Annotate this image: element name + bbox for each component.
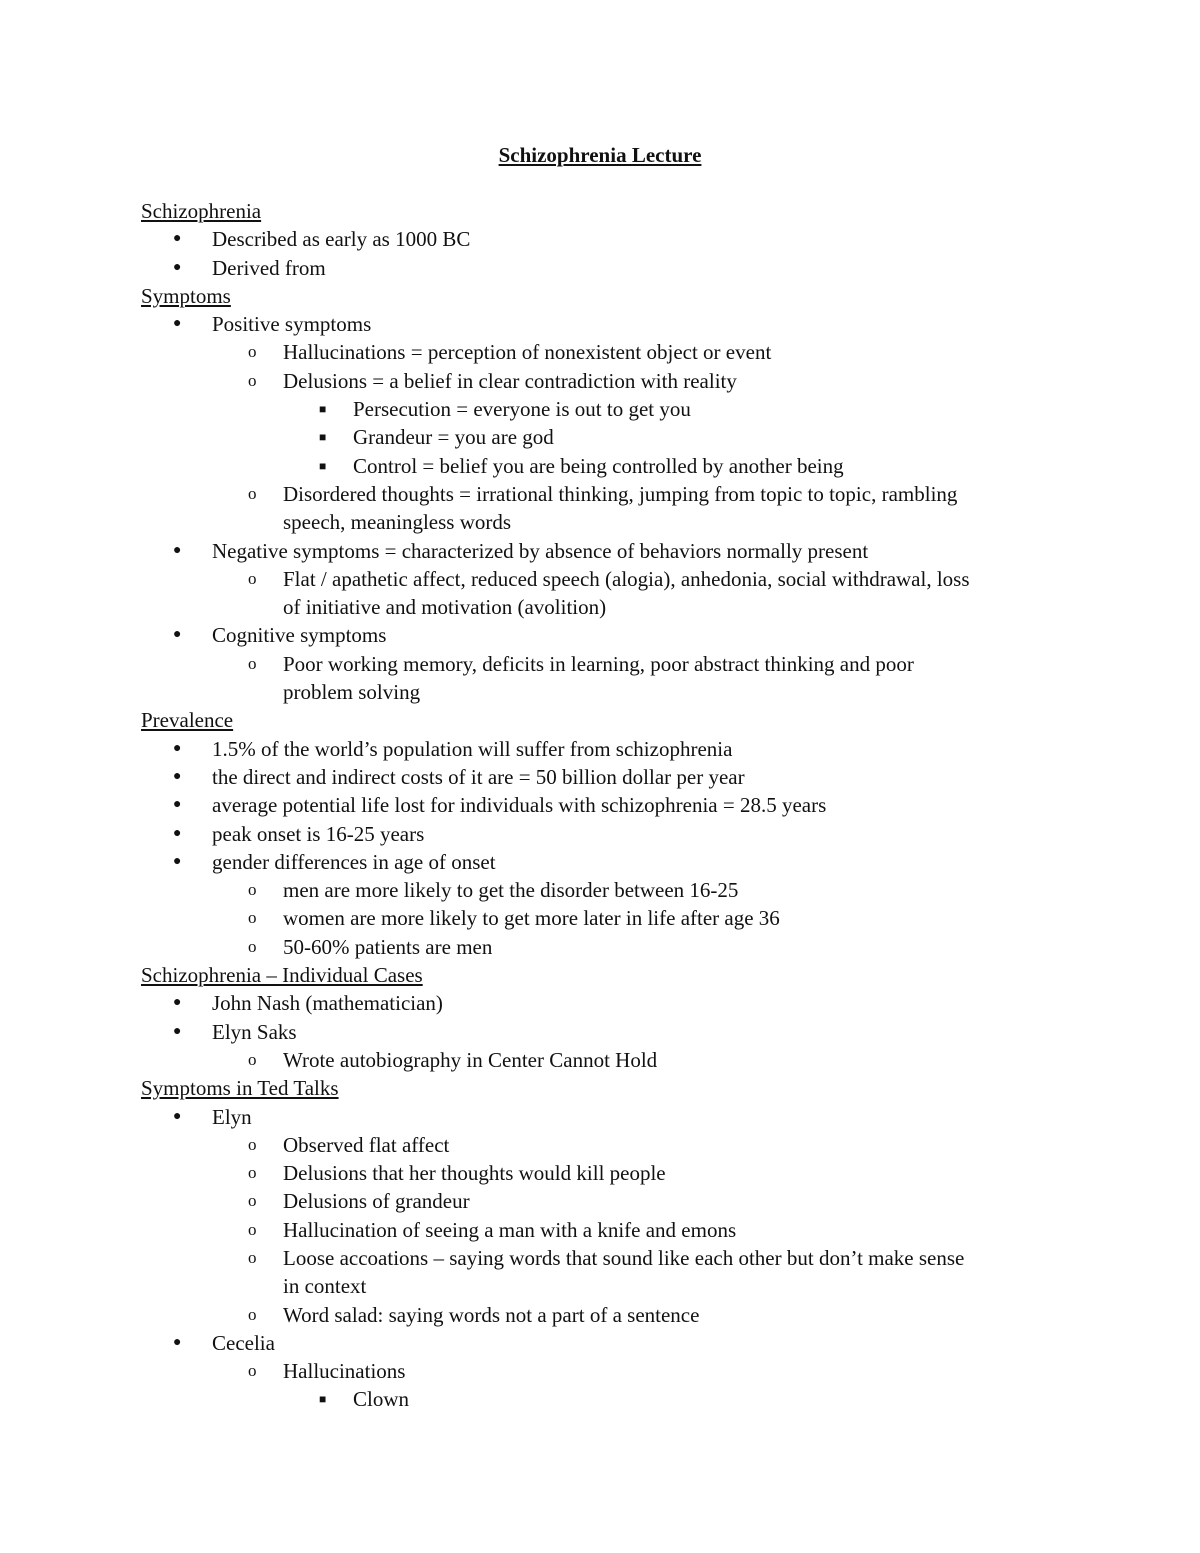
list-item-text: Positive symptoms <box>212 312 372 337</box>
list-item <box>141 225 1061 253</box>
square-marker: ■ <box>319 458 327 473</box>
section-heading-individual-cases: Schizophrenia – Individual Cases <box>141 963 423 988</box>
document-title: Schizophrenia Lecture <box>498 143 702 167</box>
list-item <box>141 1216 1061 1244</box>
bullet-marker: ● <box>173 627 182 643</box>
list-item-text: 1.5% of the world’s population will suffer from schizophrenia <box>212 736 733 761</box>
bullet-marker: ● <box>173 1023 182 1039</box>
bullet-marker: ● <box>173 825 182 841</box>
list-item-text: Flat / apathetic affect, reduced speech (alogia), anhedonia, social withdrawal, loss <box>283 566 970 591</box>
list-item <box>141 452 1061 480</box>
list-item-text: Grandeur = you are god <box>353 425 554 450</box>
list-item <box>141 791 1061 819</box>
list-item <box>141 735 1061 763</box>
list-item <box>141 338 1061 366</box>
list-item <box>141 904 1061 932</box>
list-item-text: Word salad: saying words not a part of a sentence <box>283 1302 700 1327</box>
list-item <box>141 310 1061 338</box>
list-item-text: Poor working memory, deficits in learning, poor abstract thinking and poor <box>283 651 914 676</box>
list-item <box>141 1131 1061 1159</box>
list-item-text: Control = belief you are being controlled by another being <box>353 453 844 478</box>
list-item <box>141 1159 1061 1187</box>
list-item-text: Derived from <box>212 255 326 280</box>
list-item-text: Delusions of grandeur <box>283 1189 470 1214</box>
list-item <box>141 1385 1061 1413</box>
circle-marker: o <box>248 1163 257 1183</box>
bullet-marker: ● <box>173 1334 182 1350</box>
list-item-text: Observed flat affect <box>283 1132 450 1157</box>
list-item-text: gender differences in age of onset <box>212 849 496 874</box>
list-item-text: Loose accoations – saying words that sound like each other but don’t make sense <box>283 1245 965 1270</box>
circle-marker: o <box>248 1191 257 1211</box>
list-item <box>141 1301 1061 1329</box>
list-item <box>141 1357 1061 1385</box>
list-item <box>141 933 1061 961</box>
list-item-text: average potential life lost for individuals with schizophrenia = 28.5 years <box>212 793 827 818</box>
list-item <box>141 537 1061 565</box>
circle-marker: o <box>248 1219 257 1239</box>
list-item-text: Delusions = a belief in clear contradiction with reality <box>283 368 737 393</box>
list-item <box>141 254 1061 282</box>
list-item-text: Cecelia <box>212 1330 275 1355</box>
list-item-text: Elyn Saks <box>212 1019 297 1044</box>
bullet-marker: ● <box>173 740 182 756</box>
list-item-text: peak onset is 16-25 years <box>212 821 425 846</box>
section-heading-schizophrenia: Schizophrenia <box>141 199 262 223</box>
circle-marker: o <box>248 483 257 503</box>
list-item <box>141 621 1061 649</box>
bullet-marker: ● <box>173 853 182 869</box>
list-item <box>141 848 1061 876</box>
section-heading-ted-talks: Symptoms in Ted Talks <box>141 1076 339 1101</box>
list-item-continuation: of initiative and motivation (avolition) <box>283 595 607 620</box>
list-item-text: the direct and indirect costs of it are = 50 billion dollar per year <box>212 764 745 789</box>
circle-marker: o <box>248 1304 257 1324</box>
circle-marker: o <box>248 936 257 956</box>
circle-marker: o <box>248 1134 257 1154</box>
circle-marker: o <box>248 880 257 900</box>
list-item <box>141 565 1061 593</box>
list-item <box>141 1244 1061 1272</box>
bullet-marker: ● <box>173 995 182 1011</box>
list-item-text: 50-60% patients are men <box>283 934 493 959</box>
list-item-text: Wrote autobiography in Center Cannot Hold <box>283 1047 658 1072</box>
list-item-text: Delusions that her thoughts would kill people <box>283 1161 666 1186</box>
circle-marker: o <box>248 342 257 362</box>
bullet-marker: ● <box>173 259 182 275</box>
list-item <box>141 1046 1061 1074</box>
circle-marker: o <box>248 1247 257 1267</box>
list-item <box>141 395 1061 423</box>
list-item-text: men are more likely to get the disorder between 16-25 <box>283 878 739 903</box>
list-item <box>141 989 1061 1017</box>
list-item-text: Described as early as 1000 BC <box>212 227 471 252</box>
list-item-text: Cognitive symptoms <box>212 623 387 648</box>
list-item <box>141 820 1061 848</box>
circle-marker: o <box>248 1049 257 1069</box>
bullet-marker: ● <box>173 542 182 558</box>
list-item-text: Negative symptoms = characterized by absence of behaviors normally present <box>212 538 869 563</box>
list-item-continuation: problem solving <box>283 680 421 705</box>
list-item-text: women are more likely to get more later in life after age 36 <box>283 906 780 931</box>
list-item <box>141 876 1061 904</box>
bullet-marker: ● <box>173 768 182 784</box>
bullet-marker: ● <box>173 316 182 332</box>
square-marker: ■ <box>319 430 327 445</box>
bullet-marker: ● <box>173 231 182 247</box>
list-item-text: John Nash (mathematician) <box>212 991 443 1016</box>
square-marker: ■ <box>319 402 327 417</box>
list-item-text: Clown <box>353 1387 410 1412</box>
list-item <box>141 423 1061 451</box>
circle-marker: o <box>248 1361 257 1381</box>
circle-marker: o <box>248 653 257 673</box>
list-item-text: Hallucinations <box>283 1359 406 1384</box>
bullet-marker: ● <box>173 797 182 813</box>
section-heading-prevalence: Prevalence <box>141 708 234 733</box>
list-item-text: Hallucination of seeing a man with a knife and emons <box>283 1217 737 1242</box>
document-body <box>141 197 1061 1414</box>
list-item <box>141 1018 1061 1046</box>
list-item <box>141 1187 1061 1215</box>
section-heading-symptoms: Symptoms <box>141 283 231 308</box>
square-marker: ■ <box>319 1392 327 1407</box>
list-item-text: Hallucinations = perception of nonexistent object or event <box>283 340 772 365</box>
list-item <box>141 480 1061 508</box>
list-item <box>141 1329 1061 1357</box>
list-item-continuation: in context <box>283 1274 367 1299</box>
list-item <box>141 650 1061 678</box>
list-item-text: Elyn <box>212 1104 252 1129</box>
list-item <box>141 1103 1061 1131</box>
circle-marker: o <box>248 908 257 928</box>
circle-marker: o <box>248 568 257 588</box>
list-item <box>141 763 1061 791</box>
list-item <box>141 367 1061 395</box>
list-item-continuation: speech, meaningless words <box>283 510 512 535</box>
bullet-marker: ● <box>173 1108 182 1124</box>
circle-marker: o <box>248 370 257 390</box>
list-item-text: Persecution = everyone is out to get you <box>353 397 691 422</box>
list-item-text: Disordered thoughts = irrational thinking, jumping from topic to topic, rambling <box>283 481 958 506</box>
